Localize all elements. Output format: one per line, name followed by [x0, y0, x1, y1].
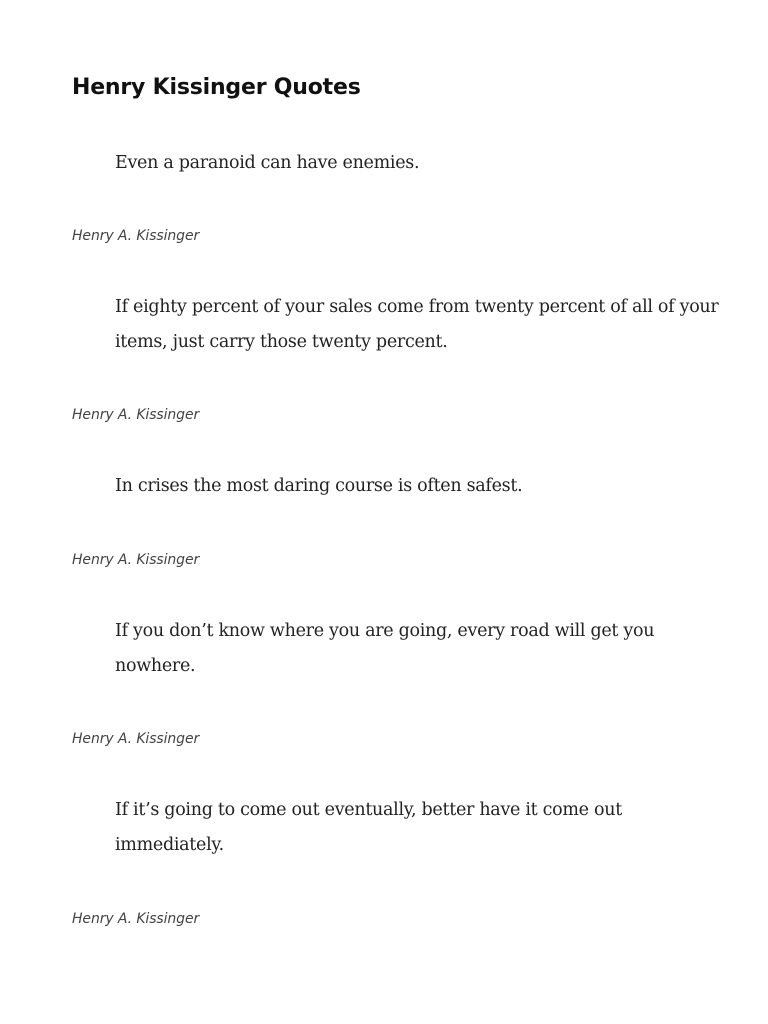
quote-text: Even a paranoid can have enemies. [115, 153, 420, 173]
quote-text: If eighty percent of your sales come from twenty percent of all of your items, just carry those twenty percent. [115, 297, 719, 352]
quote-author: Henry A. Kissinger [72, 552, 200, 568]
page-title: Henry Kissinger Quotes [72, 75, 361, 100]
quote-author: Henry A. Kissinger [72, 228, 200, 244]
quote-text: In crises the most daring course is often safest. [115, 476, 523, 496]
quote-text: If you don’t know where you are going, every road will get you nowhere. [115, 621, 655, 676]
quote-author: Henry A. Kissinger [72, 407, 200, 423]
quote-author: Henry A. Kissinger [72, 911, 200, 927]
quote-author: Henry A. Kissinger [72, 731, 200, 747]
quote-text: If it’s going to come out eventually, better have it come out immediately. [115, 800, 622, 855]
